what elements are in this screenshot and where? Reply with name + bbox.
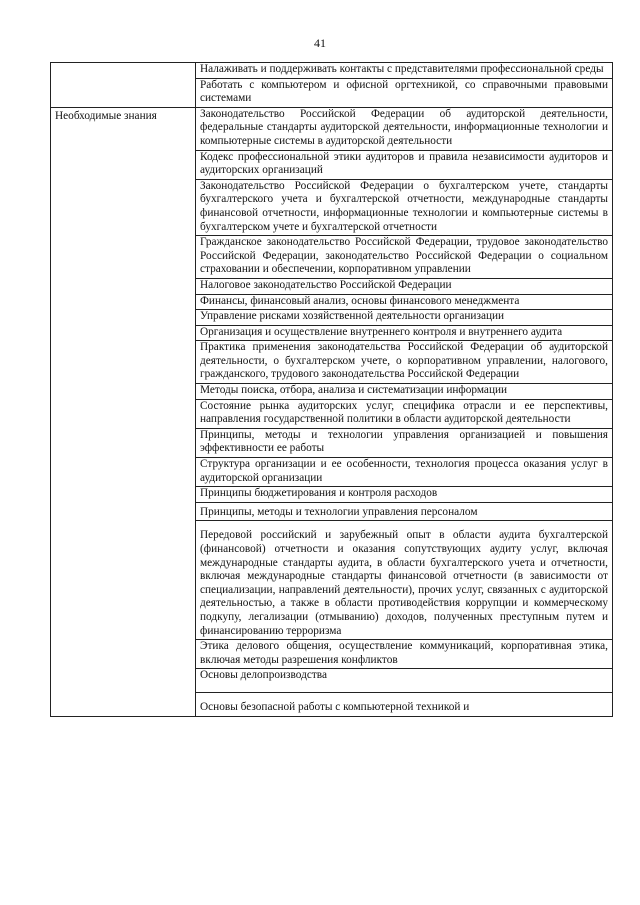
table-cell: Методы поиска, отбора, анализа и систематизации информации — [196, 384, 613, 400]
table-cell: Передовой российский и зарубежный опыт в области аудита бухгалтерской (финансовой) отчетности и оказания сопутствующих аудиту услуг, включая международные стандарты аудита, в области бухгалтерского учета и отчетности, включая международные стандарты финансовой отчетности (в зависимости от специализации, направлений деятельности), прочих услуг, связанных с аудиторской деятельностью, а также в области противодействия коррупции и коммерческому подкупу, легализации (отмыванию) доходов, полученных преступным путем и финансированию терроризма — [196, 521, 613, 640]
table-cell: Законодательство Российской Федерации о бухгалтерском учете, стандарты бухгалтерского учета и бухгалтерской отчетности, международные стандарты финансовой отчетности, информационные технологии и компьютерные системы в бухгалтерском учете и бухгалтерской отчетности — [196, 179, 613, 235]
table-cell: Законодательство Российской Федерации об аудиторской деятельности, федеральные стандарты аудиторской деятельности, информационные технологии и компьютерные системы в аудиторской деятельности — [196, 107, 613, 150]
row-label-cell — [51, 63, 196, 108]
table-cell: Работать с компьютером и офисной оргтехникой, со справочными правовыми системами — [196, 78, 613, 107]
table-cell: Этика делового общения, осуществление коммуникаций, корпоративная этика, включая методы разрешения конфликтов — [196, 640, 613, 669]
table-cell: Практика применения законодательства Российской Федерации об аудиторской деятельности, о бухгалтерском учете, о корпоративном управлении, налогового, гражданского, трудового законодательства Российской Федерации — [196, 341, 613, 384]
table-cell: Гражданское законодательство Российской Федерации, трудовое законодательство Российской Федерации, законодательство Российской Федерации о социальном страховании и обеспечении, корпоративном управлении — [196, 236, 613, 279]
table-cell: Организация и осуществление внутреннего контроля и внутреннего аудита — [196, 325, 613, 341]
table-cell: Налаживать и поддерживать контакты с представителями профессиональной среды — [196, 63, 613, 79]
table-cell: Основы делопроизводства — [196, 669, 613, 693]
table-cell: Структура организации и ее особенности, технология процесса оказания услуг в аудиторской организации — [196, 458, 613, 487]
knowledge-table — [50, 62, 613, 717]
table-row — [51, 107, 613, 150]
page-number: 41 — [314, 36, 326, 50]
table-cell: Принципы, методы и технологии управления организацией и повышения эффективности ее работы — [196, 428, 613, 457]
table-cell: Принципы, методы и технологии управления персоналом — [196, 502, 613, 521]
table-cell: Принципы бюджетирования и контроля расходов — [196, 487, 613, 503]
table-cell: Состояние рынка аудиторских услуг, специфика отрасли и ее перспективы, направления государственной политики в области аудиторской деятельности — [196, 399, 613, 428]
table-row — [51, 63, 613, 79]
table-cell: Кодекс профессиональной этики аудиторов и правила независимости аудиторов и аудиторских организаций — [196, 150, 613, 179]
table-cell: Финансы, финансовый анализ, основы финансового менеджмента — [196, 294, 613, 310]
row-label-cell: Необходимые знания — [51, 107, 196, 716]
table-cell: Управление рисками хозяйственной деятельности организации — [196, 310, 613, 326]
table-cell: Налоговое законодательство Российской Федерации — [196, 278, 613, 294]
table-cell: Основы безопасной работы с компьютерной техникой и — [196, 692, 613, 716]
